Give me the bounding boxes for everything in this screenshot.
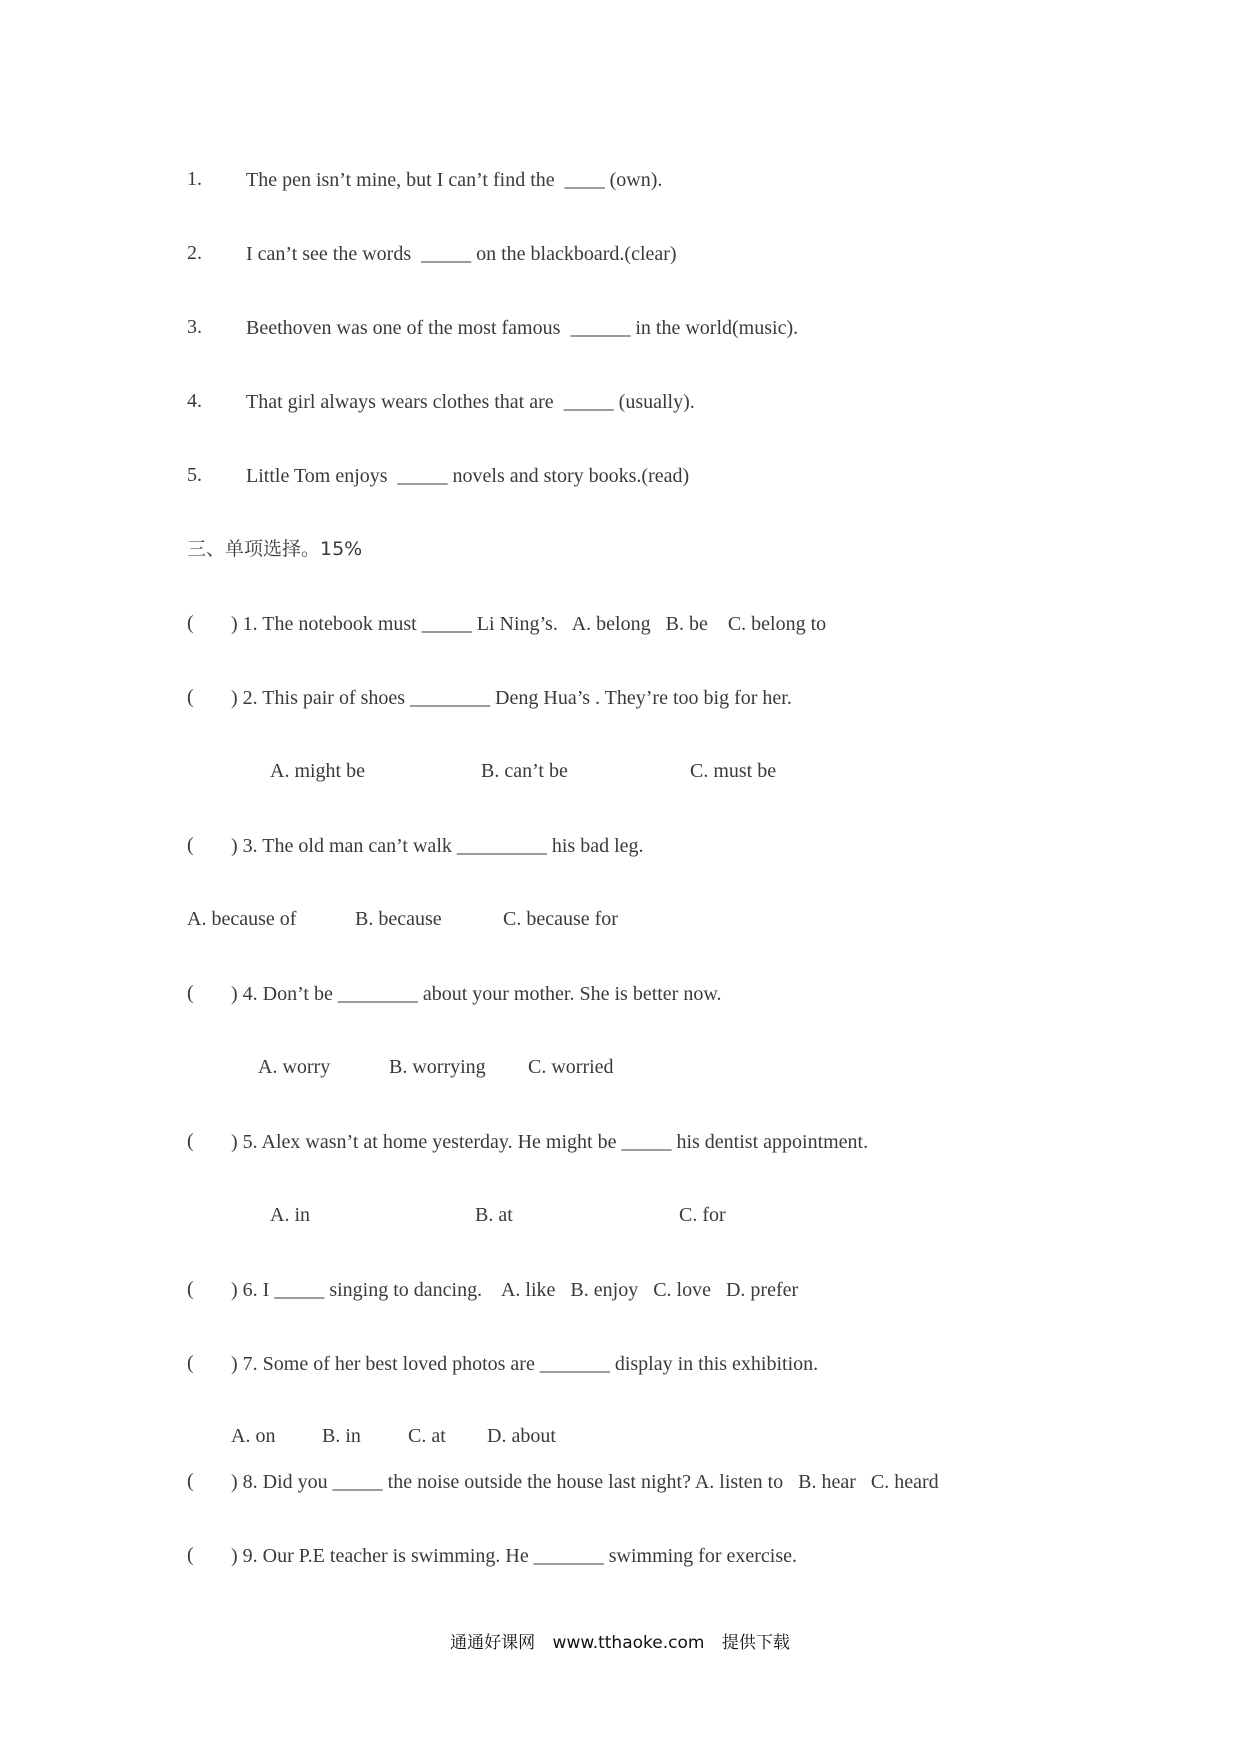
option-c: C. for [679,1204,726,1226]
question-text: ) 8. Did you _____ the noise outside the house last night? A. listen to B. hear C. heard [231,1471,939,1493]
footer-site-name: 通通好课网 [450,1633,536,1653]
answer-paren: ( [187,982,194,1004]
item-text: That girl always wears clothes that are _____ (usually). [246,391,695,413]
option-a: A. because of [187,908,297,930]
page-footer [0,1628,1240,1653]
answer-paren: ( [187,612,194,634]
answer-paren: ( [187,1544,194,1566]
option-c: C. worried [528,1056,614,1078]
item-number: 4. [187,390,202,412]
item-number: 3. [187,316,202,338]
option-a: A. might be [270,760,365,782]
option-a: A. on [231,1425,276,1447]
item-number: 5. [187,464,202,486]
question-text: ) 6. I _____ singing to dancing. A. like B. enjoy C. love D. prefer [231,1279,799,1301]
question-text: ) 7. Some of her best loved photos are _______ display in this exhibition. [231,1353,819,1375]
option-b: B. because [355,908,442,930]
answer-paren: ( [187,1278,194,1300]
option-d: D. about [487,1425,556,1447]
footer-suffix: 提供下载 [721,1633,790,1653]
answer-paren: ( [187,1130,194,1152]
item-text: I can’t see the words _____ on the blackboard.(clear) [246,243,677,265]
question-text: ) 2. This pair of shoes ________ Deng Hua’s . They’re too big for her. [231,687,792,709]
item-number: 1. [187,168,202,190]
question-text: ) 4. Don’t be ________ about your mother. She is better now. [231,983,722,1005]
question-text: ) 1. The notebook must _____ Li Ning’s. A. belong B. be C. belong to [231,613,827,635]
option-c: C. at [408,1425,446,1447]
answer-paren: ( [187,834,194,856]
item-text: Little Tom enjoys _____ novels and story books.(read) [246,465,690,487]
option-b: B. can’t be [481,760,568,782]
item-text: Beethoven was one of the most famous ______ in the world(music). [246,317,799,339]
option-c: C. must be [690,760,777,782]
question-text: ) 5. Alex wasn’t at home yesterday. He might be _____ his dentist appointment. [231,1131,869,1153]
answer-paren: ( [187,1470,194,1492]
section-heading: 三、单项选择。15% [187,538,363,560]
question-text: ) 3. The old man can’t walk _________ his bad leg. [231,835,644,857]
option-c: C. because for [503,908,618,930]
footer-url[interactable]: www.tthaoke.com [552,1633,705,1653]
item-number: 2. [187,242,202,264]
option-b: B. in [322,1425,361,1447]
option-a: A. worry [258,1056,331,1078]
answer-paren: ( [187,686,194,708]
item-text: The pen isn’t mine, but I can’t find the ____ (own). [246,169,663,191]
option-a: A. in [270,1204,310,1226]
option-b: B. worrying [389,1056,486,1078]
option-b: B. at [475,1204,513,1226]
question-text: ) 9. Our P.E teacher is swimming. He _______ swimming for exercise. [231,1545,798,1567]
answer-paren: ( [187,1352,194,1374]
